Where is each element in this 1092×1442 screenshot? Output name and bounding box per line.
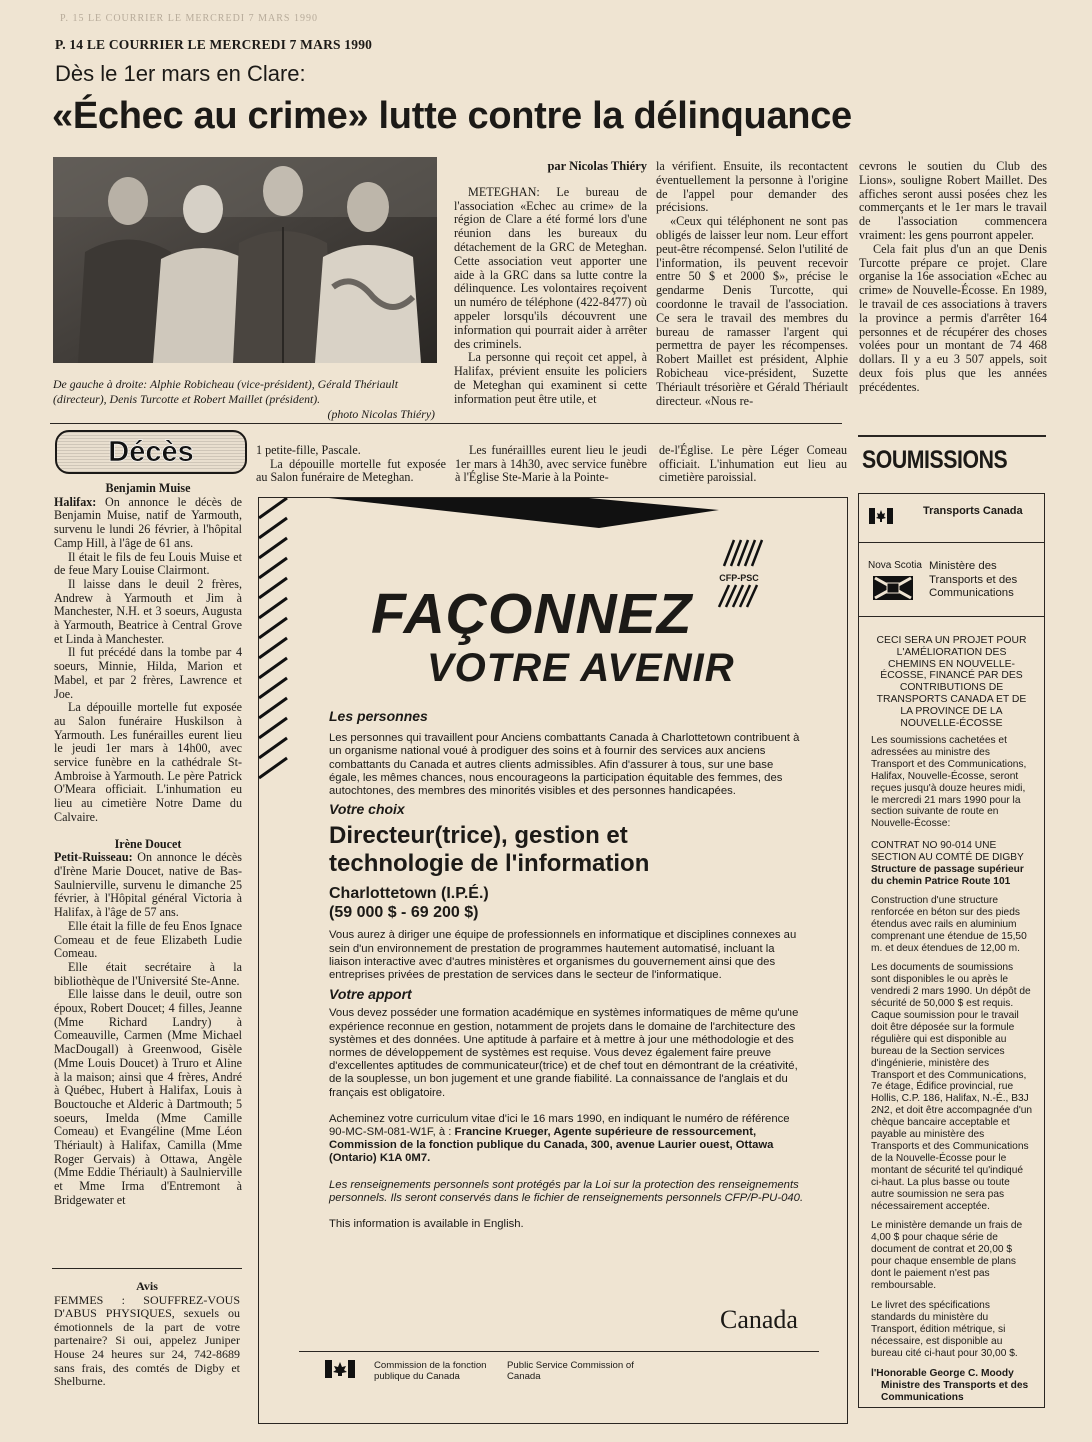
cfp-psc-logo [699, 538, 779, 614]
article-paragraph: «Ceux qui téléphonent ne sont pas obligés de laisser leur nom. Leur effort peut-être récompensé. Selon l'utilité de l'information, ils peuvent recevoir entre 50 $ et 2000 $», précise le gendarme Denis Turcotte, qui coordonne le travail de l'association. Ce sera le travail des membres du bureau de ramasser l'argent qui permettra de payer les récompenses. Robert Maillet est président, Alphie Robicheau vice-président, Suzette Thériault trésorière et Gérald Thériault directeur. «Nous re- [656, 214, 848, 408]
ministere-label: Ministère des Transports et des Communications [929, 560, 1018, 600]
photo-caption [53, 377, 439, 422]
ad-body [329, 710, 804, 1231]
obituary-continued [256, 444, 446, 485]
article-paragraph: Cela fait plus d'un an que Denis Turcotte prépare ce projet. Clare organise la 16e association «Echec au crime» de Nouvelle-Écosse. En 1989, le travail de ces associations à travers la province a permis d'arrêter 164 personnes et de récupérer des choses volées pour un montant de 74 468 dollars. Il y a eu 3 507 appels, soit deux fois plus que les années précédentes. [859, 241, 1047, 394]
avis-text: FEMMES : SOUFFREZ-VOUS D'ABUS PHYSIQUES, sexuels ou émotionnels de la part de votre partenaire? Si oui, appelez Juniper House 24 heures sur 24, 742-8689 sans frais, des comtés de Digby et Shelburne. [54, 1292, 240, 1389]
ad-english-note: This information is available in English. [329, 1218, 524, 1231]
article-paragraph: la vérifient. Ensuite, ils recontactent éventuellement la personne à l'origine de l'appel pour demander des précisions. [656, 159, 848, 215]
canada-flag-icon [325, 1360, 355, 1378]
ad-heading-apport: Votre apport [329, 986, 412, 1003]
canada-flag-icon [869, 508, 893, 524]
caption-text: De gauche à droite: Alphie Robicheau (vice-président), Gérald Thériault (directeur), Denis Turcotte et Robert Maillet (président). [53, 377, 398, 406]
tender-paragraph: Le livret des spécifications standards du ministère du Transport, édition métrique, si nécessaire, est disponible au bureau cité ci-haut pour 30,00 $. [871, 1299, 1018, 1359]
page-folio: P. 14 LE COURRIER LE MERCREDI 7 MARS 1990 [55, 37, 373, 52]
obituary-text: On annonce le décès de Benjamin Muise, natif de Yarmouth, survenu le lundi 26 février, à l'hôpital Camp Hill, à l'âge de 61 ans. [54, 494, 242, 550]
ad-bottom-rule [299, 1351, 819, 1352]
nova-scotia-label: Nova Scotia [868, 560, 922, 571]
ad-location: Charlottetown (I.P.É.) [329, 885, 489, 903]
obituary-column [54, 482, 242, 1208]
soumissions-title: SOUMISSIONS [862, 446, 1008, 474]
obituary-text: Il laisse dans le deuil 2 frères, Andrew à Yarmouth et Jim à Manchester, N.H. et 3 soeurs, Augusta à Yarmouth, Beatrice à Central Grove et Linda à Manchester. [54, 576, 242, 646]
ad-send-address: Francine Krueger, Agente supérieure de ressourcement, Commission de la fonction publique du Canada, 300, avenue Laurier ouest, Ottawa (Ontario) K1A 0M7. [329, 1126, 774, 1165]
ad-text-personnes: Les personnes qui travaillent pour Anciens combattants Canada à Charlottetown contribuent à un organisme national voué à prodiguer des soins et à fournir des services aux anciens combattants du Canada et autres clients admissibles. Afin d'assurer à tous, sur une base égale, les mêmes chances, nous encourageons la participation équitable des femmes, des autochtones, des membres des minorités visibles et des personnes handicapées. [329, 732, 800, 798]
section-rule [50, 423, 842, 424]
ad-salary: (59 000 $ - 69 200 $) [329, 904, 479, 922]
tender-contract: CONTRAT NO 90-014 UNE SECTION AU COMTÉ DE DIGBY [871, 840, 1024, 864]
obituary-name: Benjamin Muise [105, 481, 191, 495]
obituary-text: Elle était la fille de feu Enos Ignace Comeau et de feue Elizabeth Ludie Comeau. [54, 918, 242, 961]
obituary-place: Petit-Ruisseau: [54, 850, 133, 865]
obituary-continued [659, 444, 847, 485]
deces-section-badge [55, 430, 247, 474]
section-rule [858, 435, 1046, 437]
avis-title: Avis [136, 1279, 158, 1293]
group-photo-illustration [53, 157, 437, 363]
tender-paragraph: Les soumissions cachetées et adressées au ministre des Transport et des Communications, Halifax, Nouvelle-Écosse, seront reçues jusqu'à douze heures midi, le mercredi 21 mars 1990 pour la section suivante de route en Nouvelle-Écosse: [871, 735, 1027, 830]
article-paragraph: La personne qui reçoit cet appel, à Halifax, prévient ensuite les policiers de Meteghan qui examinent si cette information peut être utile, et [454, 350, 647, 406]
ad-job-title-2: technologie de l'information [329, 850, 650, 878]
tender-paragraph: Les documents de soumissions sont disponibles le ou après le vendredi 2 mars 1990. Un dépôt de sécurité de 50,000 $ est requis. Caque soumission pour le travail doit être déposée sur la formule régulière qui est disponible au bureau de la Section services d'ingénierie, ministère des Transport et des Communications, 7e étage, Édifice provincial, rue Hollis, C.P. 186, Halifax, N.-É., B3J 2N2, et doit être accompagnée d'un chèque bancaire acceptable et payable au ministère des Transports et des Communications de la Nouvelle-Écosse pour le montant de sécurité tel qu'indiqué ci-haut. La plus basse ou toute autre soumission ne sera pas nécessairement acceptée. [871, 962, 1033, 1212]
obituary-text: La dépouille mortelle fut exposée au Salon funéraire de Meteghan. [256, 456, 446, 485]
tender-rule [859, 542, 1044, 543]
deces-badge-label: Décès [108, 435, 194, 468]
canada-wordmark-text: Canada [720, 1305, 798, 1334]
avis-rule [52, 1268, 242, 1269]
tender-rule [859, 616, 1044, 617]
obituary-place: Halifax: [54, 494, 97, 509]
cfp-psc-label: CFP-PSC [719, 573, 759, 583]
nova-scotia-crest-icon [869, 574, 919, 602]
job-advertisement [258, 497, 848, 1424]
obituary-text: Elle était secrétaire à la bibliothèque de l'Université Ste-Anne. [54, 959, 242, 988]
tender-paragraph: Construction d'une structure renforcée en béton sur des pieds étendus avec rails en aluminium comprenant une étendue de 15,50 m. et deux étendues de 12,00 m. [871, 894, 1027, 954]
photo-credit: (photo Nicolas Thiéry) [327, 407, 435, 421]
psc-name-fr: Commission de la fonction publique du Canada [374, 1360, 487, 1382]
ad-send-text: Acheminez votre curriculum vitae d'ici le 16 mars 1990, en indiquant le numéro de référence 90-MC-SM-081-W1F, à : [329, 1112, 790, 1139]
obituary-text: On annonce le décès d'Irène Marie Doucet, native de Bas-Saulnierville, survenu le dimanche 25 février, à l'Hôpital général Victoria à Halifax, à l'âge de 57 ans. [54, 850, 242, 920]
article-headline: «Échec au crime» lutte contre la délinquance [52, 95, 852, 137]
article-photo [53, 157, 437, 363]
byline: par Nicolas Thiéry [547, 159, 647, 173]
ad-text-choix: Vous aurez à diriger une équipe de professionnels en informatique et disciplines connexes au sein d'un environnement de prestation de programmes hautement automatisé, incluant la liaison interactive avec d'autres ministères et organismes du gouvernement ainsi que des entreprises privées de prestation de services dans le secteur de l'informatique. [329, 929, 797, 982]
obituary-text: La dépouille mortelle fut exposée au Salon funéraire Huskilson à Yarmouth. Les funérailles eurent lieu le jeudi 1er mars à 14h00, avec service funèbre en la cathédrale St-Ambroise à Yarmouth. Le père Patrick O'Meara officiait. L'inhumation eu lieu au cimetière Notre Dame du Calvaire. [54, 700, 242, 824]
faded-show-through-text: P. 15 LE COURRIER LE MERCREDI 7 MARS 1990 [60, 13, 318, 24]
article-col-3 [859, 160, 1047, 395]
tender-project: CECI SERA UN PROJET POUR L'AMÉLIORATION DES CHEMINS EN NOUVELLE-ÉCOSSE, FINANCÉ PAR DES CONTRIBUTIONS DE TRANSPORTS CANADA ET DE LA PROVINCE DE LA NOUVELLE-ÉCOSSE [876, 635, 1027, 729]
cfp-stripes-icon [709, 583, 769, 609]
article-paragraph: METEGHAN: Le bureau de l'association «Echec au crime» de la région de Clare a été formé lors d'une réunion dans les bureaux du détachement de la GRC de Meteghan. Cette association veut apporter une aide à la GRC dans sa lutte contre la délinquence. Les volontaires reçoivent un numéro de téléphone (422-8477) où appeler lorsqu'ils découvrent une information qui pourrait aider à arrêter des criminels. [454, 184, 647, 351]
tender-signature-name: l'Honorable George C. Moody [871, 1368, 1014, 1380]
tender-signature-title: Ministre des Transports et des Communications [881, 1380, 1029, 1404]
tender-structure: Structure de passage supérieur du chemin Patrice Route 101 [871, 864, 1024, 887]
cfp-stripes-icon [709, 538, 769, 568]
transports-canada-label: Transports Canada [923, 505, 1023, 517]
ad-title-line2: VOTRE AVENIR [427, 646, 735, 690]
obituary-text: Il fut précédé dans la tombe par 4 soeurs, Minnie, Hilda, Marion et Mabel, et par 2 frères, Lawrence et Joe. [54, 645, 242, 701]
obituary-name: Irène Doucet [114, 836, 182, 851]
ad-heading-personnes: Les personnes [329, 708, 428, 724]
tender-paragraph: Le ministère demande un frais de 4,00 $ pour chaque série de document de contrat et 20,00 $ pour chaque ensemble de plans dont le paiement n'est pas remboursable. [871, 1220, 1023, 1291]
article-paragraph: cevrons le soutien du Club des Lions», souligne Robert Maillet. Des affiches seront aussi posées chez les commerçants et le 1er mars le travail de l'association commencera vraiment: les gens pourront appeler. [859, 159, 1047, 242]
obituary-text: 1 petite-fille, Pascale. [256, 443, 361, 457]
ad-text-apport: Vous devez posséder une formation académique en systèmes informatiques de même qu'une expérience reconnue en gestion, notamment de projets dans le domaine de l'architecture des systèmes et des données. Une aptitude à parfaire et à mettre à jour une méthodologie et des normes de développement de systèmes est requise. Vous devez également faire preuve d'excellentes aptitudes de communicateur(trice) et de chef tout en démontrant de la créativité, de la souplesse, un bon jugement et une grande fiabilité. La connaissance de l'anglais et du français est obligatoire. [329, 1007, 799, 1099]
ad-privacy: Les renseignements personnels sont protégés par la Loi sur la protection des renseignements personnels. Ils seront conservés dans le fichier de renseignements personnels CFP/P-PU-040. [329, 1178, 804, 1204]
avis-notice [54, 1280, 240, 1389]
tender-body [871, 735, 1033, 1404]
ad-side-stripes-graphic [257, 498, 297, 808]
obituary-text: de-l'Église. Le père Léger Comeau officiait. L'inhumation eut lieu au cimetière paroissial. [659, 443, 847, 485]
psc-name-en: Public Service Commission of Canada [507, 1360, 634, 1382]
obituary-text: Elle laisse dans le deuil, outre son époux, Robert Doucet; 4 filles, Jeanne (Mme Richard Landry) à Comeauville, Carmen (Mme Michael MacDougall) à Greenwood, Gisèle (Mme Louis Doucet) à Truro et Aline à la maison; ainsi que 4 frères, André à Québec, Hubert à Halifax, Louis à Bouctouche et Alderic à Dartmouth; 5 soeurs, Imelda (Mme Camille Comeau) et Evangéline (Mme Léon Thériault) à Halifax, Camilla (Mme Roger Gervais) à Ottawa, Angèle (Mme Eddie Thériault) à Saulnierville et Mme Irma d'Entremont à Bridgewater et [54, 987, 242, 1207]
article-col-2 [656, 160, 848, 408]
tender-notice [858, 493, 1045, 1408]
article-kicker: Dès le 1er mars en Clare: [55, 61, 306, 86]
obituary-text: Les funéraillles eurent lieu le jeudi 1er mars à 14h30, avec service funèbre à l'Église Ste-Marie à la Pointe- [455, 443, 647, 485]
ad-heading-choix: Votre choix [329, 801, 405, 818]
obituary-text: Il était le fils de feu Louis Muise et de feue Mary Louise Clairmont. [54, 549, 242, 578]
obituary-continued [455, 444, 647, 485]
ad-title-line1: FAÇONNEZ [371, 582, 693, 646]
article-col-1 [454, 160, 647, 407]
ad-job-title-1: Directeur(trice), gestion et [329, 822, 628, 850]
